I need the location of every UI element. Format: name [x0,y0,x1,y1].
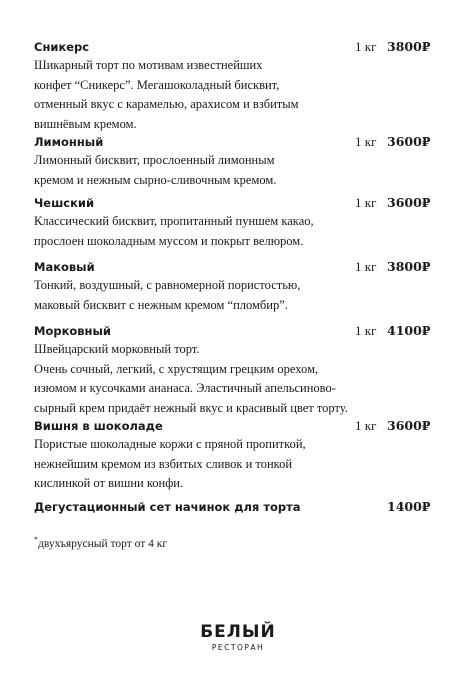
description-line: конфет “Сникерс”. Мегашоколадный бисквит, [34,77,280,92]
item-weight: 1 кг [355,323,377,338]
logo-subtitle: РЕСТОРАН [211,643,265,652]
item-header [34,37,434,57]
footnote-mark: * [34,535,38,544]
item-description [34,56,434,134]
description-line: Швейцарский морковный торт. [34,342,200,356]
tasting-set-label: Дегустационный сет начинок для торта [34,500,301,514]
item-title: Лимонный [34,135,104,149]
description-line: кремом и нежным сырно-сливочным кремом. [34,172,277,187]
logo-wordmark: БЕЛЫЙ [200,622,276,642]
menu-item-cherry-chocolate [34,416,434,494]
item-weight: 1 кг [355,259,377,274]
item-price: 4100₽ [387,323,431,338]
item-title: Маковый [34,260,95,274]
item-title: Морковный [34,324,111,338]
description-line: вишнёвым кремом. [34,116,137,131]
description-line: Лимонный бисквит, прослоенный лимонным [34,153,275,167]
item-price: 3600₽ [387,134,431,149]
description-line: Пористые шоколадные коржи с пряной пропиткой, [34,437,306,451]
item-price: 3600₽ [387,418,431,433]
description-line: Очень сочный, легкий, с хрустящим грецким орехом, [34,361,319,376]
item-price: 3800₽ [387,39,431,54]
menu-item-czech [34,193,434,251]
item-weight: 1 кг [355,39,377,54]
item-weight: 1 кг [355,418,377,433]
item-header [34,257,434,277]
tasting-set [34,497,434,517]
menu-item-poppy [34,257,434,315]
footnote [34,532,167,552]
item-description [34,340,434,418]
description-line: Тонкий, воздушный, с равномерной пористостью, [34,278,301,292]
description-line: сырный крем придаёт нежный вкус и красивый цвет торту. [34,400,348,415]
item-description [34,212,434,251]
item-header [34,132,434,152]
item-header [34,416,434,436]
description-line: прослоен шоколадным муссом и покрыт велюром. [34,233,304,248]
menu-item-snickers [34,37,434,134]
item-title: Вишня в шоколаде [34,419,163,433]
menu-item-lemon [34,132,434,190]
description-line: отменный вкус с карамелью, арахисом и взбитым [34,97,299,111]
footnote-text: двухъярусный торт от 4 кг [38,537,168,550]
description-line: маковый бисквит с нежным кремом “пломбир”. [34,297,288,312]
description-line: Классический бисквит, пропитанный пуншем какао, [34,214,314,228]
item-title: Сникерс [34,40,90,54]
description-line: Шикарный торт по мотивам известнейших [34,58,263,72]
restaurant-logo [196,622,280,653]
description-line: кислинкой от вишни конфи. [34,476,184,490]
item-price: 3600₽ [387,195,431,210]
menu-item-carrot [34,321,434,418]
tasting-set-price: 1400₽ [387,499,431,514]
item-header [34,193,434,213]
item-header [34,321,434,341]
item-description [34,435,434,494]
item-weight: 1 кг [355,195,377,210]
item-weight: 1 кг [355,134,377,149]
item-description [34,276,434,315]
item-title: Чешский [34,196,95,210]
item-description [34,151,434,190]
description-line: нежнейшим кремом из взбитых сливок и тонкой [34,456,293,471]
item-price: 3800₽ [387,259,431,274]
description-line: изюмом и кусочками ананаса. Эластичный апельсиново- [34,381,336,395]
